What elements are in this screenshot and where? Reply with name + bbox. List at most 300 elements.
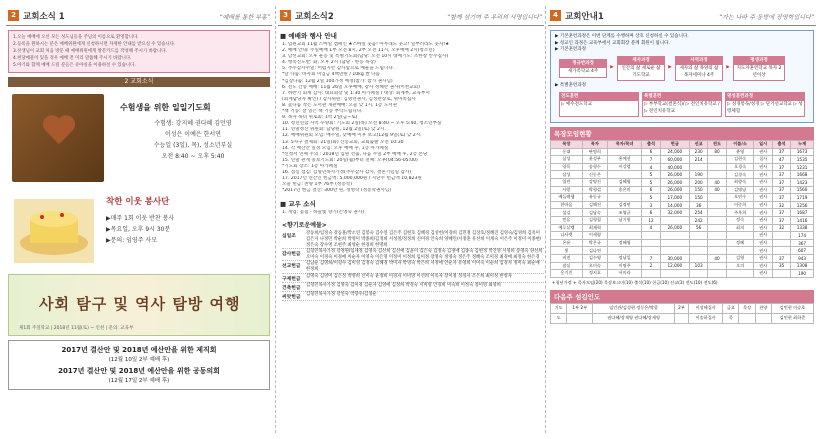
serving-cell: 도 <box>551 313 567 323</box>
table-cell: 믿음 <box>551 216 583 224</box>
table-cell <box>689 247 707 255</box>
table-cell: 80 <box>708 148 726 156</box>
table-cell: 집사 <box>754 156 772 164</box>
page-quote: “예배를 통한 부흥” <box>219 14 270 21</box>
table-row <box>551 194 814 202</box>
table-cell: 열린 <box>551 178 583 186</box>
table-cell: 남기원 <box>607 216 641 224</box>
section-title: ■ 예배와 행사 안내 <box>280 31 542 40</box>
offering-names: 김형민목사가정 김명숙 김미경 김순자 김영애 김정희 박경숙 서미영 안경희 이숙희 이정숙 정미영 최영희 <box>306 282 501 288</box>
table-cell: 김혜영 <box>607 178 641 186</box>
table-cell: 이세령 <box>582 232 607 240</box>
table-cell <box>689 232 707 240</box>
prayer-meeting-card <box>8 90 270 188</box>
table-cell: 12 <box>642 216 660 224</box>
page-header <box>6 8 272 26</box>
page-number: 3 <box>280 10 291 21</box>
table-row <box>551 224 814 232</box>
table-cell <box>660 270 689 278</box>
table-cell: 6 <box>642 186 660 194</box>
table-cell <box>660 232 689 240</box>
table-cell: 권사 <box>754 224 772 232</box>
table-cell <box>708 262 726 270</box>
volunteer-line: ▶매주 1회 이웃 반찬 봉사 <box>106 215 175 222</box>
table-cell <box>607 247 641 255</box>
table-cell: 214 <box>689 156 707 164</box>
event-item: 1. 임원교회 11월 스마일 캠페인 ★스마일 웃음! 아무래도 웃고! 일부러라도 웃자!★ <box>282 42 450 47</box>
event-item: 3. 남선교회: 오후 운동 및 특별기도회(담당: 오전 10시 대예기도: 조한창 안수집사) <box>282 54 449 60</box>
table-cell: 최향숙 <box>726 178 754 186</box>
info-line: ▶ 기본훈련과정 <box>555 47 586 52</box>
table-note: +청년가정 + 목자모임(20) 목장보고미(10) 출석(10) 헌금(10) 선교(3) 전도(10) 전도(6) <box>552 279 718 285</box>
table-cell: 삼성 <box>551 156 583 164</box>
column-header: 목자/목녀 <box>607 141 641 149</box>
table-cell: 강명진 <box>582 178 607 186</box>
table-cell: 5 <box>642 171 660 179</box>
table-cell: 40 <box>708 178 726 186</box>
table-cell: 150 <box>689 186 707 194</box>
table-cell: 2 <box>642 262 660 270</box>
table-cell <box>708 201 726 209</box>
table-row <box>551 148 814 156</box>
table-cell: 권사 <box>754 209 772 217</box>
serving-cell: 찬양 <box>755 303 771 313</box>
table-cell <box>726 247 754 255</box>
table-cell: 30,000 <box>660 254 689 262</box>
event-item: 7. 하반기 회계 감사: 대표회장 및 1:30 아가페실 / 대상: 회계부, 교육부서 <box>282 90 430 96</box>
page-header <box>548 8 816 26</box>
table-cell: 권사 <box>754 254 772 262</box>
news-item: 1. 개업: 꽃집 - 하늘빛 향기(손영숙 권사) <box>282 210 365 216</box>
table-cell: 베들레헴 <box>551 194 583 202</box>
page-divider <box>275 6 276 433</box>
table-cell: 한마음 <box>551 201 583 209</box>
table-cell <box>708 224 726 232</box>
event-item: *기도회 장소: 1층 아가페실 <box>282 163 338 169</box>
table-cell: 박형섭 <box>582 186 607 194</box>
serving-title: 다음주 섬김인도 <box>550 290 814 303</box>
table-cell <box>708 239 726 247</box>
table-cell: 242 <box>689 216 707 224</box>
offering-row <box>282 249 544 261</box>
table-cell: 37 <box>772 178 790 186</box>
table-cell: 5 <box>642 178 660 186</box>
table-cell: 32 <box>772 201 790 209</box>
table-cell: 254 <box>689 209 707 217</box>
table-cell: 판명희 <box>582 148 607 156</box>
serving-cell: 목 <box>723 313 739 323</box>
table-cell: 40,000 <box>660 163 689 171</box>
column-header: 선교 <box>689 141 707 149</box>
wooden-heart-image <box>12 94 104 182</box>
table-cell: 김형철 <box>582 216 607 224</box>
event-item: 9. 목자 목녀 위로회: 1박 2일(금~토) <box>282 115 358 121</box>
table-cell <box>689 270 707 278</box>
serving-row <box>551 303 814 313</box>
table-cell: 1423 <box>791 178 814 186</box>
notice-box <box>8 30 270 73</box>
event-item: 2. 예배 안내: 주일예배 1부 오전 8시, 2부 오전 11시, 오후예배 2시(청소년) <box>282 48 435 54</box>
flow-step: 정규반과정 새가족학교 4주 <box>559 59 607 78</box>
table-cell: 유동규 <box>582 194 607 202</box>
field-trip-banner <box>8 274 270 336</box>
table-cell: 권사 <box>754 163 772 171</box>
table-cell <box>642 232 660 240</box>
offering-names: 김명숙 김영미 김은정 박영희 신미숙 윤정희 이경자 이미영 이선희 이옥자 장미정 정경자 조은희 최미정 한영자 <box>306 273 512 279</box>
table-row <box>551 209 814 217</box>
offering-names: 강동희/임정숙 강동훈/박소연 김봉숙 김수연 김은주 김현호 김혜경 김성헌/이경희 김민정 김상호/정혜진 김영숙/김영희 김옥미 김은자 나정민 박순희 박영미 박종희/김정희 서성철/정정희 신미경 안숙희 양혜린/서정훈 유선희 이계숙 이은주 이정미 이종현/정은숙 장수영 조현주 최영순 한경희 한명희 <box>306 231 542 248</box>
table-cell: 권사 <box>754 262 772 270</box>
table-cell: 6 <box>642 148 660 156</box>
table-title: 목장모임현황 <box>550 127 814 140</box>
serving-cell: 2부 <box>674 303 688 313</box>
section-title: ■ 교우 소식 <box>280 199 542 208</box>
table-cell: 예루살렘 <box>551 224 583 232</box>
table-cell: 26,000 <box>660 178 689 186</box>
table-cell: 230 <box>689 148 707 156</box>
table-cell <box>689 239 707 247</box>
page-title: 교회소식2 <box>295 12 334 22</box>
volunteer-line: ▶목요일, 오후 9시 30분 <box>106 226 171 233</box>
offering-type: 구제헌금 <box>282 276 301 282</box>
table-cell: 37 <box>772 148 790 156</box>
column-header: 전도 <box>708 141 726 149</box>
table-cell: 김정연 <box>607 201 641 209</box>
table-cell: 17,000 <box>660 194 689 202</box>
event-item: *신청서 연체 주의 : 2018년 임원 선출, 다음 주일 2부 예배 후, 2층 본당 <box>282 151 428 157</box>
event-item: 4. 행복진도반: 화, 오후 2시 (담당 - 한동 목장) <box>282 60 376 66</box>
special-box: 영성훈련과정 ▷ 성경통독/성경 ▷ 단기선교학교 ▷ 성령체험 <box>725 92 805 118</box>
prayer-line: 오전 8:40 ~ 오후 5:40 <box>161 153 225 160</box>
info-line: ▶ 특별훈련과정 <box>555 83 586 88</box>
table-cell: 양목 <box>551 163 583 171</box>
table-cell: 7 <box>642 254 660 262</box>
table-row <box>551 239 814 247</box>
table-cell: 37 <box>772 209 790 217</box>
event-item: 12. 예배위원회 모임: 매주일, 낮예배 이후 보고(12월 9일(토) 낮 2시. <box>282 133 422 139</box>
event-item: *김장나눔: 12월 2일 100가정 예정(참가: 참가 권사님) <box>282 78 393 84</box>
table-cell <box>689 163 707 171</box>
column-header: 출석 <box>772 141 790 149</box>
table-cell: 홍예선 <box>607 156 641 164</box>
table-cell: 14,000 <box>660 201 689 209</box>
table-row <box>551 186 814 194</box>
offering-row <box>282 261 544 273</box>
table-cell: 12,000 <box>660 262 689 270</box>
table-cell: 오의 <box>726 262 754 270</box>
serving-cell <box>755 313 771 323</box>
serving-cell: 목장 <box>739 303 755 313</box>
offering-type: 씨앗헌금 <box>282 294 301 300</box>
table-cell: 1560 <box>791 186 814 194</box>
table-cell: 1535 <box>791 156 814 164</box>
meeting-title: 2017년 결산안 및 2018년 예산안을 위한 공동의회 <box>58 367 220 375</box>
table-cell <box>708 156 726 164</box>
table-cell <box>607 232 641 240</box>
table-cell: 24,000 <box>660 148 689 156</box>
table-cell: 37 <box>772 216 790 224</box>
table-cell: 1668 <box>791 171 814 179</box>
table-row <box>551 232 814 240</box>
table-cell: 권사 <box>754 194 772 202</box>
table-cell: 37 <box>772 194 790 202</box>
table-row <box>551 216 814 224</box>
table-cell: 37 <box>772 186 790 194</box>
table-cell: 103 <box>689 262 707 270</box>
table-cell <box>772 247 790 255</box>
table-cell: 40 <box>708 254 726 262</box>
event-item: 16. 점심 섬김: 김형민목사가정(추수감사 감사, 결혼기념일 감사) <box>282 169 412 175</box>
serving-cell: 이송하집사 <box>689 313 723 323</box>
table-cell: 김남숙 <box>582 209 607 217</box>
table-row <box>551 156 814 164</box>
table-cell <box>772 239 790 247</box>
table-cell: 1673 <box>791 148 814 156</box>
table-cell: 174 <box>791 232 814 240</box>
table-cell <box>708 163 726 171</box>
table-cell: 비전 <box>551 254 583 262</box>
prayer-line: 수능일 (3일), 목), 성소년부실 <box>153 142 233 149</box>
serving-cell: 기도 <box>551 303 567 313</box>
flow-step: 제자과정 인간의 삶 세로운 삶 기도학교 <box>617 56 665 82</box>
table-cell: 정지호 <box>582 270 607 278</box>
table-cell: 옹기진 <box>551 270 583 278</box>
table-cell: 김영 <box>726 254 754 262</box>
table-cell <box>642 270 660 278</box>
table-cell: 오연수 <box>726 194 754 202</box>
table-cell: 32 <box>772 224 790 232</box>
page-quote: “가는 나라 주 동방에 장영학입니다” <box>719 14 814 21</box>
table-row <box>551 171 814 179</box>
meeting-date: (12월 10일 2부 예배 후) <box>108 357 170 363</box>
table-cell: 이명주 <box>607 262 641 270</box>
table-cell: 권사 <box>754 178 772 186</box>
special-training <box>559 92 805 118</box>
offering-names: 김형민목사가정 강경원/임채정 김명숙 김선희 김선애 김윤미 김은숙 김정숙 김정애 김종숙 김현정 박진영 서영희 송명숙 양선희 오미숙 이경숙 이경애 이순자 이영숙 이은영 이정미 이정희 임미정 장영숙 정영숙 정은주 정혜숙 조미경 최경애 최정숙 한은경 <box>306 249 543 260</box>
banner-sub: 제1회 주일학교 | 2018년 11월(토) ~ 인천 | 문의: 교육부 <box>19 326 134 331</box>
column-header: 목자 <box>582 141 607 149</box>
table-cell: 1719 <box>791 194 814 202</box>
page-4 <box>548 0 816 439</box>
prayer-line: 수험생: 강지혜 권다혜 김민영 <box>154 120 232 127</box>
page-quote: “함께 섬기며 주 우리의 사명입니다” <box>447 14 542 21</box>
table-cell <box>708 209 726 217</box>
table-cell: 권사 <box>754 171 772 179</box>
prayer-title: 수험생을 위한 일일기도회 <box>120 103 211 112</box>
table-cell: 정숙 <box>726 216 754 224</box>
table-cell: 송형수 <box>582 163 607 171</box>
table-row <box>551 270 814 278</box>
table-cell <box>689 254 707 262</box>
page-title: 교회소식 1 <box>23 12 65 22</box>
table-cell: 943 <box>791 254 814 262</box>
event-item: (회계담당자 확인) / 감사위원: 김명민권사, 김성관장로, 위미옥집사 <box>282 96 416 102</box>
arrow-right-icon: ▶ <box>726 65 730 70</box>
serving-row <box>551 313 814 323</box>
table-cell: 온유 <box>551 239 583 247</box>
arrow-right-icon: ▶ <box>668 65 672 70</box>
table-cell: 동대 <box>551 148 583 156</box>
event-item: 8. 꽃나눔 작은 도서관 개관예배: 오늘 낮 1시, 1층 도서관 <box>282 102 398 108</box>
table-cell: 주옥희 <box>726 209 754 217</box>
table-cell: 정혜영 <box>607 239 641 247</box>
column-header: 이름/소 <box>726 141 754 149</box>
table-cell: 권사 <box>754 186 772 194</box>
table-row <box>551 247 814 255</box>
meeting-title: 2017년 결산안 및 2018년 예산안을 위한 제직회 <box>61 346 217 354</box>
notice-item: 5.아기와 함께 예배 드릴 분들은 유아실을 이용하실 수 있습니다. <box>13 63 136 68</box>
heart-icon <box>42 116 76 148</box>
event-item: 17. 2017년 연간인 헌금액: 5,000,000원 / 지난주 헌금액 10,823원 <box>282 176 422 182</box>
table-row <box>551 163 814 171</box>
table-cell: 200 <box>689 178 707 186</box>
page-divider <box>545 6 546 433</box>
table-cell: 190 <box>791 270 814 278</box>
offering-type: 십일조 <box>282 234 296 240</box>
serving-cell: 금요 <box>723 303 739 313</box>
table-cell: 37 <box>772 254 790 262</box>
table-cell <box>772 270 790 278</box>
table-cell: 4 <box>642 163 660 171</box>
training-flow <box>559 56 805 82</box>
table-cell: 32,000 <box>660 209 689 217</box>
table-cell: 권사 <box>754 201 772 209</box>
table-cell: 나사렛 <box>551 232 583 240</box>
notice-item: 1.오늘 예배에 오신 모든 성도님들을 주님의 이름으로 환영합니다. <box>13 35 139 40</box>
meeting-box <box>8 340 270 390</box>
page-number: 2 <box>8 10 19 21</box>
page-number: 4 <box>550 10 561 21</box>
table-cell: 3 <box>642 201 660 209</box>
table-cell: 47 <box>772 156 790 164</box>
table-cell: 26,000 <box>660 224 689 232</box>
table-cell: 150 <box>689 194 707 202</box>
table-cell <box>642 247 660 255</box>
serving-cell: 이성혜집사 <box>689 303 723 313</box>
table-cell: 이강렬 <box>607 163 641 171</box>
table-cell: 37 <box>772 171 790 179</box>
table-row <box>551 262 814 270</box>
notice-item: 3.선생님이 교회 처음 방문 때 예배위원에게 방문카드를 작성해 주시기 바랍니다. <box>13 49 167 54</box>
table-cell: 이중희 <box>726 201 754 209</box>
event-item: 5. 추수감사주일: 어렵지만 감사함으로 예물을 드립니다. <box>282 66 395 72</box>
offering-names: 김남순 김명희/이형수 김미영 김정숙 김혜경 박미자 박영숙 박은희 서정애 안순자 유영희 이미숙 이순희 임경자 정미숙 최순애 한정희 <box>306 261 540 272</box>
flow-step: 사역과정 제자의 삶 목양의 삶 목자세미나 4주 <box>675 56 723 82</box>
column-header: 일시 <box>754 141 772 149</box>
table-cell: 최재혁 <box>582 224 607 232</box>
serving-cell: 김민현 최하준 <box>771 313 813 323</box>
offering-row <box>282 292 544 301</box>
table-cell: 40 <box>708 186 726 194</box>
table-cell <box>607 194 641 202</box>
table-cell <box>642 239 660 247</box>
table-cell <box>726 232 754 240</box>
table-cell: 조영균 <box>607 209 641 217</box>
table-cell <box>607 171 641 179</box>
page-2 <box>6 0 272 439</box>
event-list <box>278 42 544 194</box>
offering-row <box>282 274 544 283</box>
table-cell: 오미숙 <box>582 262 607 270</box>
table-cell: 김명남 <box>726 186 754 194</box>
flow-step: 평생과정 지도자훈련학교 목자 2년이상 <box>733 56 785 82</box>
table-cell: 섬김 <box>551 209 583 217</box>
table-cell: 박은규 <box>582 239 607 247</box>
table-cell: 윤성부 <box>582 156 607 164</box>
table-cell: 서미라 <box>607 270 641 278</box>
table-cell <box>660 239 689 247</box>
page-header <box>278 8 544 26</box>
offering-row <box>282 231 544 249</box>
table-cell: 1256 <box>791 201 814 209</box>
table-cell: 1308 <box>791 262 814 270</box>
offering-type: 감사헌금 <box>282 252 301 258</box>
table-cell: 김경숙 <box>726 171 754 179</box>
table-cell <box>708 270 726 278</box>
event-item: *책 기증: 잘 읽은 책 기증 부탁드립니다. <box>282 109 363 115</box>
table-cell: 5 <box>642 194 660 202</box>
table-cell: 36 <box>689 201 707 209</box>
table-cell: 김수영 <box>582 254 607 262</box>
cell-group-table <box>550 140 814 278</box>
table-cell: 190 <box>689 171 707 179</box>
special-box: 전도훈련 ▷ 예수전도학교 <box>559 92 639 118</box>
serving-cell: 1부 2부 <box>567 303 593 313</box>
meeting-date: (12월 17일 2부 예배 후) <box>108 378 170 384</box>
table-cell: 사랑 <box>551 186 583 194</box>
serving-cell: 권다혜/장재영 권다혜/장재영 <box>593 313 675 323</box>
event-item: 오늘 헌금: 찬양 1부 76부 (정봉학) <box>282 182 353 188</box>
volunteer-line: ▶문의: 임영주 사모 <box>106 237 158 244</box>
table-cell: 6 <box>642 209 660 217</box>
volunteer-title: 착한 이웃 봉사단 <box>106 197 170 207</box>
column-header: 목장 <box>551 141 583 149</box>
table-cell: 1416 <box>791 216 814 224</box>
table-cell <box>726 270 754 278</box>
table-cell: 26,000 <box>660 186 689 194</box>
column-header: 누계 <box>791 141 814 149</box>
table-cell: 권사 <box>754 148 772 156</box>
offering-list <box>278 231 544 300</box>
food-illustration <box>14 199 94 263</box>
table-cell: 35 <box>772 262 790 270</box>
table-cell: 권사 <box>754 239 772 247</box>
table-cell: 1231 <box>791 163 814 171</box>
serving-cell: 김민현 이승호 <box>771 303 813 313</box>
table-cell: 김해진 <box>582 201 607 209</box>
table-row <box>551 201 814 209</box>
event-item: 13. 5자구 결제회: 21일(화) 산동교회, 교회출발 오전 10:30 <box>282 139 404 145</box>
event-item: *날 나눔: 바자회 미입금 4백만원 / 10kg 쌀 나눔 <box>282 72 380 78</box>
table-cell: 367 <box>791 239 814 247</box>
section-bar: 2 교회소식 <box>8 77 270 87</box>
table-cell: 1687 <box>791 209 814 217</box>
info-line: ▶ 기본훈련과정은 이번 단계를 수행하며 상호 신청하실 수 있습니다. <box>555 34 689 39</box>
info-line: ▶ 청교인 과정은 교육부에서 교회회장 분께 회원이 됩니다. <box>555 40 670 46</box>
column-header: 출석 <box>642 141 660 149</box>
table-cell: 권사 <box>754 247 772 255</box>
serving-table <box>550 303 814 324</box>
table-cell: 최희 <box>726 224 754 232</box>
offering-type: 선교헌금 <box>282 264 301 270</box>
table-cell: 송은미 <box>607 186 641 194</box>
table-row <box>551 178 814 186</box>
special-box: 특별훈련 ▷ 부부학교(결혼식)/ ▷ 전인치유학교 / ▷ 전인치유학교 <box>642 92 722 118</box>
event-item: 6. 전도 간증 예배: 11월 26일 오후예배, 강사 정혜란 권사(이천교회) <box>282 84 420 90</box>
table-cell <box>660 216 689 224</box>
notice-item: 4.헌당예물이 있을 경우 예배 전 미리 말씀해 주시기 바랍니다. <box>13 56 132 61</box>
table-cell: 김나연 <box>582 247 607 255</box>
